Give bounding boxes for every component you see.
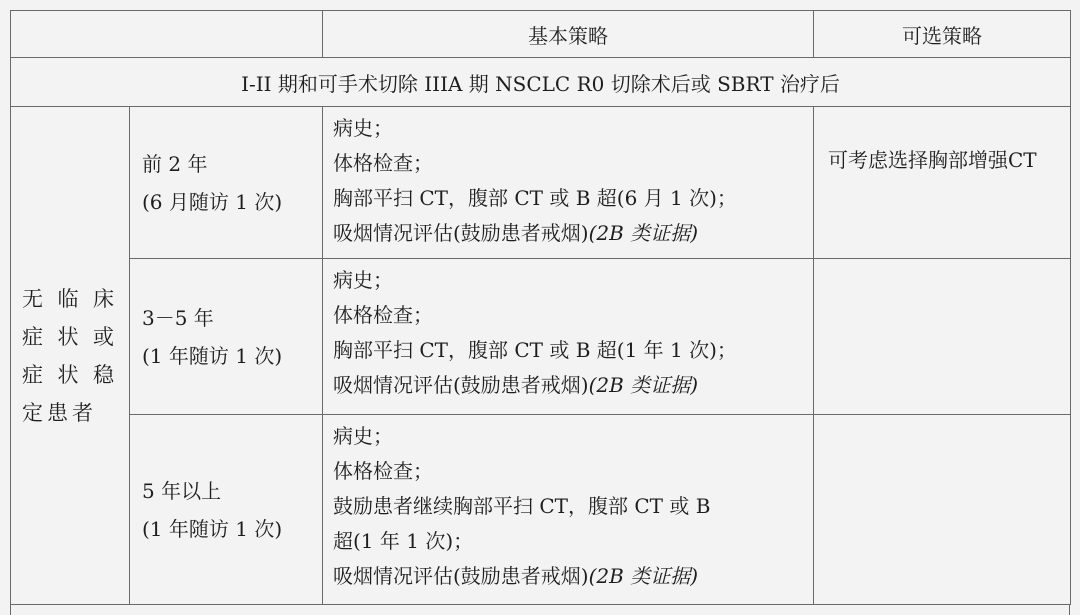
header-optional-strategy: 可选策略 bbox=[814, 11, 1071, 58]
optional-strategy-cell bbox=[814, 259, 1071, 415]
strategy-line bbox=[333, 368, 813, 403]
table-subtitle: I-II 期和可手术切除 IIIA 期 NSCLC R0 切除术后或 SBRT 治疗后 bbox=[11, 58, 1071, 107]
strategy-line: 病史； bbox=[333, 424, 393, 448]
strategy-line: 病史； bbox=[333, 116, 393, 140]
strategy-line: 体格检查； bbox=[333, 459, 433, 483]
table-row bbox=[11, 415, 1071, 605]
group-label-cell bbox=[11, 107, 130, 605]
evidence-level: (2B 类证据) bbox=[588, 221, 698, 245]
basic-strategy-cell bbox=[323, 107, 814, 259]
header-basic-strategy: 基本策略 bbox=[323, 11, 814, 58]
strategy-text: 吸烟情况评估(鼓励患者戒烟) bbox=[333, 564, 589, 588]
period-frequency: (1 年随访 1 次) bbox=[142, 516, 283, 541]
subtitle-row bbox=[11, 58, 1071, 107]
evidence-level: (2B 类证据) bbox=[588, 373, 698, 397]
optional-strategy-cell: 可考虑选择胸部增强CT bbox=[814, 107, 1071, 259]
strategy-line: 体格检查； bbox=[333, 303, 433, 327]
strategy-line: 胸部平扫 CT，腹部 CT 或 B 超(1 年 1 次)； bbox=[333, 338, 737, 362]
header-empty-cell bbox=[11, 11, 323, 58]
strategy-line: 病史； bbox=[333, 268, 393, 292]
period-cell bbox=[130, 107, 323, 259]
table-row bbox=[11, 259, 1071, 415]
header-row bbox=[11, 11, 1071, 58]
table-row bbox=[11, 107, 1071, 259]
strategy-text: 吸烟情况评估(鼓励患者戒烟) bbox=[333, 373, 589, 397]
table-continuation-edge bbox=[10, 605, 1070, 615]
strategy-text: 吸烟情况评估(鼓励患者戒烟) bbox=[333, 221, 589, 245]
period-label: 5 年以上 bbox=[142, 478, 222, 503]
optional-strategy-cell bbox=[814, 415, 1071, 605]
strategy-line: 超(1 年 1 次)； bbox=[333, 529, 474, 553]
strategy-line: 体格检查； bbox=[333, 151, 433, 175]
period-frequency: (1 年随访 1 次) bbox=[142, 343, 283, 368]
strategy-line bbox=[333, 559, 813, 594]
group-label: 无临床症状或症状稳定患者 bbox=[22, 286, 118, 425]
period-label: 3－5 年 bbox=[142, 305, 214, 330]
follow-up-table bbox=[10, 10, 1071, 605]
period-cell bbox=[130, 415, 323, 605]
period-label: 前 2 年 bbox=[142, 151, 208, 176]
strategy-line bbox=[333, 216, 813, 251]
strategy-line: 胸部平扫 CT，腹部 CT 或 B 超(6 月 1 次)； bbox=[333, 186, 737, 210]
period-frequency: (6 月随访 1 次) bbox=[142, 189, 283, 214]
period-cell bbox=[130, 259, 323, 415]
basic-strategy-cell bbox=[323, 415, 814, 605]
strategy-line: 鼓励患者继续胸部平扫 CT，腹部 CT 或 B bbox=[333, 494, 711, 518]
basic-strategy-cell bbox=[323, 259, 814, 415]
evidence-level: (2B 类证据) bbox=[588, 564, 698, 588]
